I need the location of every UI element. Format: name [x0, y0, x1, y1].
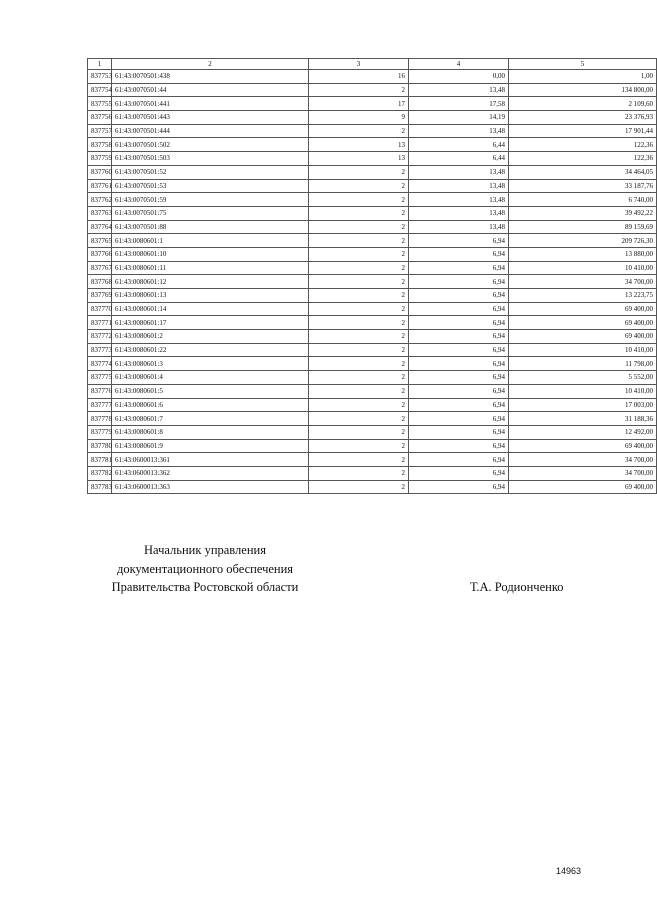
row-id-cell: 837774	[88, 357, 112, 371]
table-header-row	[88, 59, 657, 70]
row-id-cell: 837764	[88, 220, 112, 234]
cadastral-number-cell: 61:43:0080601:6	[112, 398, 309, 412]
table-row	[88, 453, 657, 467]
row-id-cell: 837763	[88, 206, 112, 220]
col5-cell: 34 700,00	[509, 453, 657, 467]
col5-cell: 10 410,00	[509, 384, 657, 398]
table-row	[88, 289, 657, 303]
column-header: 3	[309, 59, 409, 70]
data-table-body	[88, 59, 657, 494]
col5-cell: 13 880,00	[509, 247, 657, 261]
col5-cell: 1,00	[509, 70, 657, 84]
table-row	[88, 466, 657, 480]
cadastral-number-cell: 61:43:0070501:444	[112, 124, 309, 138]
cadastral-number-cell: 61:43:0070501:44	[112, 83, 309, 97]
col5-cell: 11 798,00	[509, 357, 657, 371]
col5-cell: 39 492,22	[509, 206, 657, 220]
row-id-cell: 837770	[88, 302, 112, 316]
col4-cell: 6,94	[409, 425, 509, 439]
col3-cell: 2	[309, 302, 409, 316]
table-row	[88, 220, 657, 234]
row-id-cell: 837765	[88, 234, 112, 248]
table-row	[88, 247, 657, 261]
col5-cell: 34 700,00	[509, 466, 657, 480]
col3-cell: 2	[309, 83, 409, 97]
col3-cell: 2	[309, 398, 409, 412]
signatory-title	[100, 541, 310, 597]
row-id-cell: 837756	[88, 111, 112, 125]
table-row	[88, 384, 657, 398]
row-id-cell: 837775	[88, 371, 112, 385]
col4-cell: 6,94	[409, 357, 509, 371]
cadastral-number-cell: 61:43:0070501:502	[112, 138, 309, 152]
col5-cell: 69 400,00	[509, 302, 657, 316]
col3-cell: 2	[309, 165, 409, 179]
page-number: 14963	[556, 866, 582, 876]
table-row	[88, 330, 657, 344]
cadastral-number-cell: 61:43:0070501:88	[112, 220, 309, 234]
row-id-cell: 837754	[88, 83, 112, 97]
cadastral-number-cell: 61:43:0080601:14	[112, 302, 309, 316]
col4-cell: 6,94	[409, 466, 509, 480]
row-id-cell: 837755	[88, 97, 112, 111]
cadastral-number-cell: 61:43:0600013:363	[112, 480, 309, 494]
row-id-cell: 837761	[88, 179, 112, 193]
col4-cell: 13,48	[409, 83, 509, 97]
cadastral-number-cell: 61:43:0080601:3	[112, 357, 309, 371]
row-id-cell: 837771	[88, 316, 112, 330]
col4-cell: 6,94	[409, 289, 509, 303]
col4-cell: 13,48	[409, 220, 509, 234]
col3-cell: 2	[309, 179, 409, 193]
row-id-cell: 837753	[88, 70, 112, 84]
col3-cell: 2	[309, 466, 409, 480]
column-header: 4	[409, 59, 509, 70]
col5-cell: 2 109,60	[509, 97, 657, 111]
col3-cell: 2	[309, 261, 409, 275]
col4-cell: 6,94	[409, 302, 509, 316]
cadastral-number-cell: 61:43:0080601:4	[112, 371, 309, 385]
col3-cell: 2	[309, 330, 409, 344]
col5-cell: 12 492,00	[509, 425, 657, 439]
col3-cell: 17	[309, 97, 409, 111]
col4-cell: 6,94	[409, 247, 509, 261]
col5-cell: 5 552,00	[509, 371, 657, 385]
col4-cell: 6,94	[409, 480, 509, 494]
col5-cell: 10 410,00	[509, 261, 657, 275]
table-row	[88, 83, 657, 97]
row-id-cell: 837779	[88, 425, 112, 439]
col5-cell: 122,36	[509, 152, 657, 166]
cadastral-number-cell: 61:43:0080601:12	[112, 275, 309, 289]
cadastral-number-cell: 61:43:0080601:22	[112, 343, 309, 357]
col4-cell: 6,44	[409, 138, 509, 152]
col4-cell: 6,94	[409, 398, 509, 412]
col4-cell: 6,44	[409, 152, 509, 166]
row-id-cell: 837782	[88, 466, 112, 480]
col3-cell: 13	[309, 152, 409, 166]
col5-cell: 69 400,00	[509, 439, 657, 453]
col4-cell: 6,94	[409, 453, 509, 467]
cadastral-number-cell: 61:43:0080601:2	[112, 330, 309, 344]
col5-cell: 31 188,36	[509, 412, 657, 426]
row-id-cell: 837758	[88, 138, 112, 152]
cadastral-number-cell: 61:43:0070501:75	[112, 206, 309, 220]
row-id-cell: 837776	[88, 384, 112, 398]
col5-cell: 34 700,00	[509, 275, 657, 289]
col4-cell: 6,94	[409, 261, 509, 275]
col3-cell: 13	[309, 138, 409, 152]
cadastral-number-cell: 61:43:0070501:52	[112, 165, 309, 179]
col5-cell: 6 740,00	[509, 193, 657, 207]
table-row	[88, 111, 657, 125]
col3-cell: 2	[309, 343, 409, 357]
signatory-title-line: Начальник управления	[144, 543, 266, 557]
col4-cell: 13,48	[409, 193, 509, 207]
col5-cell: 23 376,93	[509, 111, 657, 125]
col4-cell: 13,48	[409, 165, 509, 179]
table-row	[88, 425, 657, 439]
cadastral-number-cell: 61:43:0080601:9	[112, 439, 309, 453]
col3-cell: 2	[309, 124, 409, 138]
col4-cell: 6,94	[409, 343, 509, 357]
table-row	[88, 439, 657, 453]
col5-cell: 10 410,00	[509, 343, 657, 357]
col3-cell: 2	[309, 480, 409, 494]
col5-cell: 209 726,30	[509, 234, 657, 248]
col4-cell: 13,48	[409, 179, 509, 193]
cadastral-number-cell: 61:43:0080601:17	[112, 316, 309, 330]
cadastral-number-cell: 61:43:0080601:10	[112, 247, 309, 261]
signatory-name: Т.А. Родионченко	[470, 580, 564, 594]
table-row	[88, 124, 657, 138]
row-id-cell: 837767	[88, 261, 112, 275]
table-row	[88, 97, 657, 111]
table-row	[88, 165, 657, 179]
col4-cell: 6,94	[409, 330, 509, 344]
col3-cell: 16	[309, 70, 409, 84]
table-row	[88, 152, 657, 166]
col5-cell: 69 400,00	[509, 330, 657, 344]
col3-cell: 2	[309, 193, 409, 207]
table-row	[88, 398, 657, 412]
cadastral-number-cell: 61:43:0070501:59	[112, 193, 309, 207]
col3-cell: 2	[309, 220, 409, 234]
row-id-cell: 837777	[88, 398, 112, 412]
row-id-cell: 837781	[88, 453, 112, 467]
cadastral-number-cell: 61:43:0080601:8	[112, 425, 309, 439]
col4-cell: 0,00	[409, 70, 509, 84]
col5-cell: 17 901,44	[509, 124, 657, 138]
col4-cell: 6,94	[409, 371, 509, 385]
col4-cell: 14,19	[409, 111, 509, 125]
col5-cell: 17 003,00	[509, 398, 657, 412]
cadastral-number-cell: 61:43:0070501:503	[112, 152, 309, 166]
row-id-cell: 837760	[88, 165, 112, 179]
col5-cell: 34 464,05	[509, 165, 657, 179]
cadastral-number-cell: 61:43:0600013:361	[112, 453, 309, 467]
col5-cell: 13 223,75	[509, 289, 657, 303]
table-row	[88, 206, 657, 220]
table-row	[88, 343, 657, 357]
data-table	[87, 58, 657, 494]
row-id-cell: 837762	[88, 193, 112, 207]
col5-cell: 69 400,00	[509, 316, 657, 330]
col3-cell: 2	[309, 206, 409, 220]
table-row	[88, 302, 657, 316]
col4-cell: 6,94	[409, 316, 509, 330]
cadastral-number-cell: 61:43:0080601:5	[112, 384, 309, 398]
col4-cell: 6,94	[409, 234, 509, 248]
col5-cell: 122,36	[509, 138, 657, 152]
cadastral-number-cell: 61:43:0070501:441	[112, 97, 309, 111]
row-id-cell: 837769	[88, 289, 112, 303]
column-header: 2	[112, 59, 309, 70]
row-id-cell: 837768	[88, 275, 112, 289]
col5-cell: 33 187,76	[509, 179, 657, 193]
row-id-cell: 837773	[88, 343, 112, 357]
col3-cell: 2	[309, 275, 409, 289]
cadastral-number-cell: 61:43:0080601:13	[112, 289, 309, 303]
col5-cell: 134 800,00	[509, 83, 657, 97]
table-row	[88, 371, 657, 385]
cadastral-number-cell: 61:43:0070501:53	[112, 179, 309, 193]
table-row	[88, 261, 657, 275]
table-row	[88, 412, 657, 426]
cadastral-number-cell: 61:43:0080601:1	[112, 234, 309, 248]
table-row	[88, 480, 657, 494]
col4-cell: 13,48	[409, 206, 509, 220]
col3-cell: 2	[309, 371, 409, 385]
table-row	[88, 357, 657, 371]
col4-cell: 6,94	[409, 439, 509, 453]
col4-cell: 6,94	[409, 384, 509, 398]
col3-cell: 2	[309, 453, 409, 467]
signatory-title-line: Правительства Ростовской области	[111, 580, 299, 594]
row-id-cell: 837766	[88, 247, 112, 261]
row-id-cell: 837778	[88, 412, 112, 426]
row-id-cell: 837772	[88, 330, 112, 344]
cadastral-number-cell: 61:43:0600013:362	[112, 466, 309, 480]
col3-cell: 2	[309, 439, 409, 453]
cadastral-number-cell: 61:43:0070501:443	[112, 111, 309, 125]
col3-cell: 2	[309, 384, 409, 398]
col3-cell: 2	[309, 357, 409, 371]
row-id-cell: 837783	[88, 480, 112, 494]
col3-cell: 2	[309, 289, 409, 303]
row-id-cell: 837780	[88, 439, 112, 453]
col3-cell: 2	[309, 247, 409, 261]
column-header: 1	[88, 59, 112, 70]
row-id-cell: 837757	[88, 124, 112, 138]
col3-cell: 2	[309, 234, 409, 248]
col4-cell: 6,94	[409, 412, 509, 426]
column-header: 5	[509, 59, 657, 70]
col3-cell: 2	[309, 316, 409, 330]
table-row	[88, 234, 657, 248]
signatory-title-line: документационного обеспечения	[116, 561, 294, 576]
table-row	[88, 70, 657, 84]
row-id-cell: 837759	[88, 152, 112, 166]
col3-cell: 9	[309, 111, 409, 125]
col4-cell: 13,48	[409, 124, 509, 138]
col4-cell: 6,94	[409, 275, 509, 289]
col4-cell: 17,58	[409, 97, 509, 111]
col3-cell: 2	[309, 412, 409, 426]
cadastral-number-cell: 61:43:0080601:7	[112, 412, 309, 426]
table-row	[88, 179, 657, 193]
table-row	[88, 138, 657, 152]
col5-cell: 89 159,69	[509, 220, 657, 234]
table-row	[88, 316, 657, 330]
col3-cell: 2	[309, 425, 409, 439]
col5-cell: 69 400,00	[509, 480, 657, 494]
table-row	[88, 275, 657, 289]
cadastral-number-cell: 61:43:0080601:11	[112, 261, 309, 275]
table-row	[88, 193, 657, 207]
cadastral-number-cell: 61:43:0070501:438	[112, 70, 309, 84]
